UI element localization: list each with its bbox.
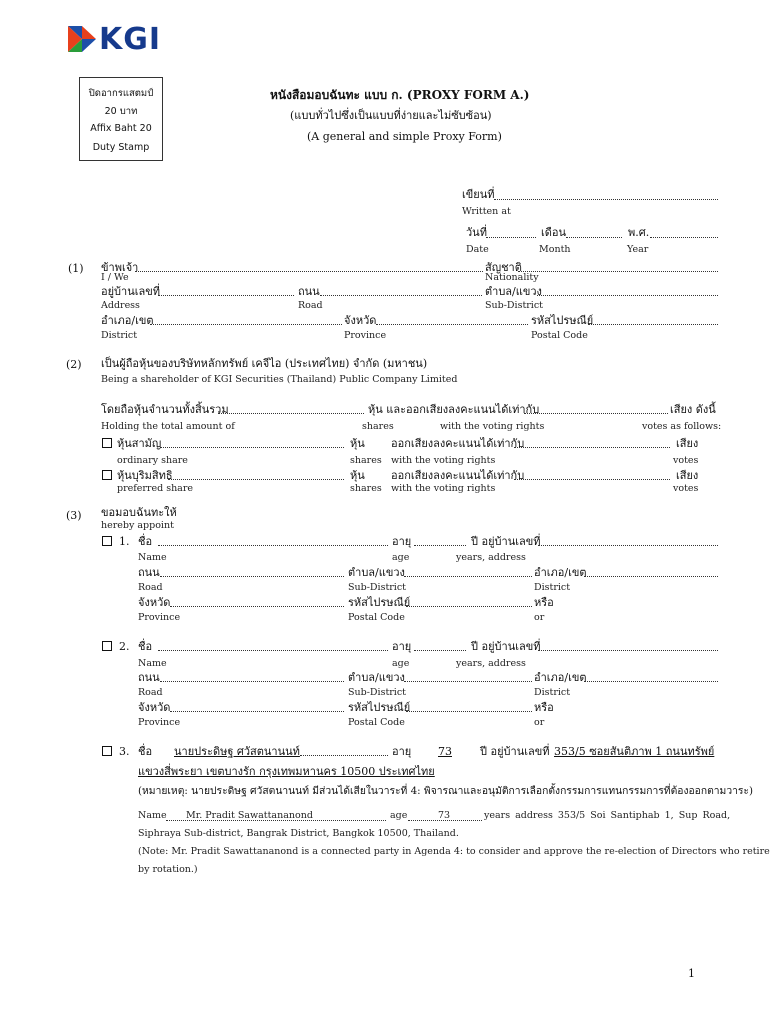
proxy-1-subdistrict-label-en: Sub-District [348, 582, 406, 593]
proxy-1-province-field[interactable] [170, 606, 344, 607]
holding-label-en: Holding the total amount of [101, 421, 235, 432]
proxy-2-subdistrict-label-en: Sub-District [348, 687, 406, 698]
proxy-1-name-label-en: Name [138, 552, 167, 563]
proxy-1-name-field[interactable] [158, 545, 388, 546]
written-at-label: เขียนที่ [462, 188, 495, 201]
written-at-field[interactable] [494, 199, 718, 200]
district-label: อำเภอ/เขต [101, 314, 154, 327]
nationality-field[interactable] [518, 271, 718, 272]
proxy-1-road-label-en: Road [138, 582, 163, 593]
address-field[interactable] [158, 295, 294, 296]
proxy-3-name-label: ชื่อ [138, 745, 153, 758]
proxy-3-name-value-en: Mr. Pradit Sawattananond [186, 810, 313, 821]
proxy-2-road-field[interactable] [160, 681, 344, 682]
we-field[interactable] [135, 271, 483, 272]
nationality-label: สัญชาติ [485, 261, 522, 274]
proxy-3-name-field[interactable] [300, 755, 388, 756]
proxy-1-district-field[interactable] [584, 576, 718, 577]
page-number: 1 [688, 967, 695, 980]
proxy-1-postal-label-en: Postal Code [348, 612, 405, 623]
we-label-en: I / We [101, 272, 129, 283]
preferred-share-label: หุ้นบุริมสิทธิ [117, 469, 173, 482]
proxy-2-age-label: อายุ [392, 640, 412, 653]
proxy-2-checkbox[interactable] [102, 641, 112, 651]
postal-code-label: รหัสไปรษณีย์ [531, 314, 594, 327]
proxy-3-note-th: (หมายเหตุ: นายประดิษฐ ศวัสตนานนท์ มีส่วนได้เสียในวาระที่ 4: พิจารณาและอนุมัติการเลือกตั้งกรรมการแทนกรรมการที่ต้องออกตามวาระ) [138, 785, 753, 797]
proxy-2-number: 2. [119, 640, 130, 653]
proxy-2-province-label: จังหวัด [138, 701, 171, 714]
preferred-shares-label-en: shares [350, 483, 382, 494]
proxy-1-address-field[interactable] [538, 545, 718, 546]
proxy-2-years-label: ปี อยู่บ้านเลขที่ [471, 640, 541, 653]
proxy-2-province-field[interactable] [170, 711, 344, 712]
proxy-3-name-en-field[interactable] [166, 820, 386, 821]
proxy-2-name-label-en: Name [138, 658, 167, 669]
month-label: เดือน [541, 226, 567, 239]
proxy-1-postal-label: รหัสไปรษณีย์ [348, 596, 411, 609]
votes-as-follows-label-en: votes as follows: [642, 421, 722, 432]
ordinary-share-label-en: ordinary share [117, 455, 188, 466]
month-label-en: Month [539, 244, 571, 255]
voting-rights-label-en: with the voting rights [440, 421, 545, 432]
subdistrict-label: ตำบล/แขวง [485, 285, 542, 298]
proxy-3-age-en-field[interactable] [408, 820, 482, 821]
preferred-share-label-en: preferred share [117, 483, 194, 494]
proxy-3-address-line2: แขวงสี่พระยา เขตบางรัก กรุงเทพมหานคร 10500 ประเทศไทย [138, 765, 435, 778]
proxy-1-name-label: ชื่อ [138, 535, 153, 548]
proxy-3-number: 3. [119, 745, 130, 758]
proxy-3-age-label-en: age [390, 810, 408, 821]
shares-voting-label: หุ้น และออกเสียงลงคะแนนได้เท่ากับ [368, 403, 540, 416]
proxy-2-age-label-en: age [392, 658, 410, 669]
total-votes-field[interactable] [524, 413, 668, 414]
proxy-1-province-label: จังหวัด [138, 596, 171, 609]
date-field[interactable] [486, 237, 536, 238]
section-1-number: (1) [68, 262, 84, 275]
holding-label: โดยถือหุ้นจำนวนทั้งสิ้นรวม [101, 403, 229, 416]
shareholder-text-en: Being a shareholder of KGI Securities (Thailand) Public Company Limited [101, 374, 458, 385]
proxy-3-age-value: 73 [438, 745, 452, 758]
postal-code-field[interactable] [588, 324, 718, 325]
kgi-logo-icon [68, 26, 96, 52]
proxy-1-age-label-en: age [392, 552, 410, 563]
district-label-en: District [101, 330, 138, 341]
proxy-2-name-field[interactable] [158, 650, 388, 651]
proxy-2-postal-field[interactable] [406, 711, 532, 712]
proxy-1-checkbox[interactable] [102, 536, 112, 546]
proxy-1-age-field[interactable] [414, 545, 466, 546]
proxy-2-or-label: หรือ [534, 701, 554, 714]
stamp-line3: Affix Baht 20 [90, 123, 152, 134]
proxy-1-road-field[interactable] [160, 576, 344, 577]
subdistrict-label-en: Sub-District [485, 300, 543, 311]
proxy-2-postal-label-en: Postal Code [348, 717, 405, 728]
proxy-1-subdistrict-field[interactable] [404, 576, 532, 577]
logo-text: KGI [99, 22, 162, 57]
we-label: ข้าพเจ้า [101, 261, 139, 274]
ordinary-siang-label: เสียง [676, 437, 699, 450]
proxy-1-or-label: หรือ [534, 596, 554, 609]
appoint-label-en: hereby appoint [101, 520, 174, 531]
appoint-label: ขอมอบฉันทะให้ [101, 506, 177, 519]
proxy-2-or-label-en: or [534, 717, 545, 728]
ordinary-vote-label: ออกเสียงลงคะแนนได้เท่ากับ [391, 437, 525, 450]
ordinary-hun-label: หุ้น [350, 437, 365, 450]
proxy-1-years-label-en: years, address [456, 552, 526, 563]
proxy-2-district-label-en: District [534, 687, 571, 698]
year-label-en: Year [627, 244, 649, 255]
subdistrict-field[interactable] [537, 295, 718, 296]
proxy-3-address-en: years address 353/5 Soi Santiphab 1, Sup Road, [484, 810, 731, 821]
proxy-1-road-label: ถนน [138, 566, 160, 579]
district-field[interactable] [150, 324, 342, 325]
year-field[interactable] [650, 237, 718, 238]
proxy-2-subdistrict-field[interactable] [404, 681, 532, 682]
proxy-3-years-label: ปี อยู่บ้านเลขที่ [480, 745, 550, 758]
preferred-voting-label-en: with the voting rights [391, 483, 496, 494]
preferred-vote-label: ออกเสียงลงคะแนนได้เท่ากับ [391, 469, 525, 482]
postal-code-label-en: Postal Code [531, 330, 588, 341]
ordinary-share-checkbox[interactable] [102, 438, 112, 448]
proxy-2-province-label-en: Province [138, 717, 181, 728]
proxy-2-years-label-en: years, address [456, 658, 526, 669]
form-subtitle-th: (แบบทั่วไปซึ่งเป็นแบบที่ง่ายและไม่ซับซ้อน) [290, 109, 492, 122]
proxy-1-or-label-en: or [534, 612, 545, 623]
stamp-line1: ปิดอากรแสตมป์ [88, 88, 154, 99]
stamp-line4: Duty Stamp [92, 142, 150, 153]
proxy-1-subdistrict-label: ตำบล/แขวง [348, 566, 405, 579]
duty-stamp-box [79, 77, 163, 161]
proxy-2-subdistrict-label: ตำบล/แขวง [348, 671, 405, 684]
proxy-3-age-value-en: 73 [438, 810, 451, 821]
month-field[interactable] [566, 237, 622, 238]
proxy-3-note-en: (Note: Mr. Pradit Sawattananond is a connected party in Agenda 4: to consider and approve the re-election of Directors who retire [138, 846, 770, 857]
votes-as-follows-label: เสียง ดังนี้ [670, 403, 716, 416]
total-shares-field[interactable] [218, 413, 364, 414]
province-label: จังหวัด [344, 314, 377, 327]
proxy-1-years-label: ปี อยู่บ้านเลขที่ [471, 535, 541, 548]
proxy-1-age-label: อายุ [392, 535, 412, 548]
form-title: หนังสือมอบฉันทะ แบบ ก. (PROXY FORM A.) [270, 88, 530, 102]
ordinary-share-field[interactable] [160, 447, 344, 448]
proxy-2-district-label: อำเภอ/เขต [534, 671, 587, 684]
proxy-2-road-label: ถนน [138, 671, 160, 684]
road-label: ถนน [298, 285, 320, 298]
year-label: พ.ศ. [628, 226, 650, 239]
province-label-en: Province [344, 330, 387, 341]
ordinary-share-label: หุ้นสามัญ [117, 437, 162, 450]
preferred-share-field[interactable] [168, 479, 344, 480]
road-field[interactable] [320, 295, 482, 296]
proxy-2-age-field[interactable] [414, 650, 466, 651]
proxy-3-address-value: 353/5 ซอยสันติภาพ 1 ถนนทรัพย์ [554, 745, 715, 758]
nationality-label-en: Nationality [485, 272, 539, 283]
proxy-1-province-label-en: Province [138, 612, 181, 623]
proxy-1-district-label: อำเภอ/เขต [534, 566, 587, 579]
preferred-votes-field[interactable] [514, 479, 670, 480]
preferred-siang-label: เสียง [676, 469, 699, 482]
form-subtitle-en: (A general and simple Proxy Form) [307, 130, 502, 143]
preferred-share-checkbox[interactable] [102, 470, 112, 480]
proxy-3-name-value: นายประดิษฐ ศวัสตนานนท์ [174, 745, 300, 758]
proxy-3-name-label-en: Name [138, 810, 167, 821]
stamp-line2: 20 บาท [104, 106, 138, 117]
proxy-1-postal-field[interactable] [406, 606, 532, 607]
preferred-hun-label: หุ้น [350, 469, 365, 482]
ordinary-votes-field[interactable] [514, 447, 670, 448]
proxy-3-age-label: อายุ [392, 745, 412, 758]
date-label-en: Date [466, 244, 489, 255]
preferred-votes-label-en: votes [673, 483, 699, 494]
shares-label-en: shares [362, 421, 394, 432]
proxy-1-district-label-en: District [534, 582, 571, 593]
proxy-3-note-en-line2: by rotation.) [138, 864, 198, 875]
date-label: วันที่ [466, 226, 487, 239]
proxy-1-number: 1. [119, 535, 130, 548]
proxy-2-name-label: ชื่อ [138, 640, 153, 653]
shareholder-text: เป็นผู้ถือหุ้นของบริษัทหลักทรัพย์ เคจีไอ (ประเทศไทย) จำกัด (มหาชน) [101, 357, 428, 370]
section-3-number: (3) [66, 509, 82, 522]
ordinary-shares-label-en: shares [350, 455, 382, 466]
address-label-en: Address [101, 300, 140, 311]
road-label-en: Road [298, 300, 323, 311]
proxy-3-checkbox[interactable] [102, 746, 112, 756]
ordinary-voting-label-en: with the voting rights [391, 455, 496, 466]
province-field[interactable] [376, 324, 528, 325]
address-label: อยู่บ้านเลขที่ [101, 285, 161, 298]
proxy-2-address-field[interactable] [538, 650, 718, 651]
section-2-number: (2) [66, 358, 82, 371]
proxy-2-road-label-en: Road [138, 687, 163, 698]
written-at-label-en: Written at [462, 206, 511, 217]
proxy-2-district-field[interactable] [584, 681, 718, 682]
proxy-2-postal-label: รหัสไปรษณีย์ [348, 701, 411, 714]
ordinary-votes-label-en: votes [673, 455, 699, 466]
proxy-3-address-line2-en: Siphraya Sub-district, Bangrak District, Bangkok 10500, Thailand. [138, 828, 459, 839]
